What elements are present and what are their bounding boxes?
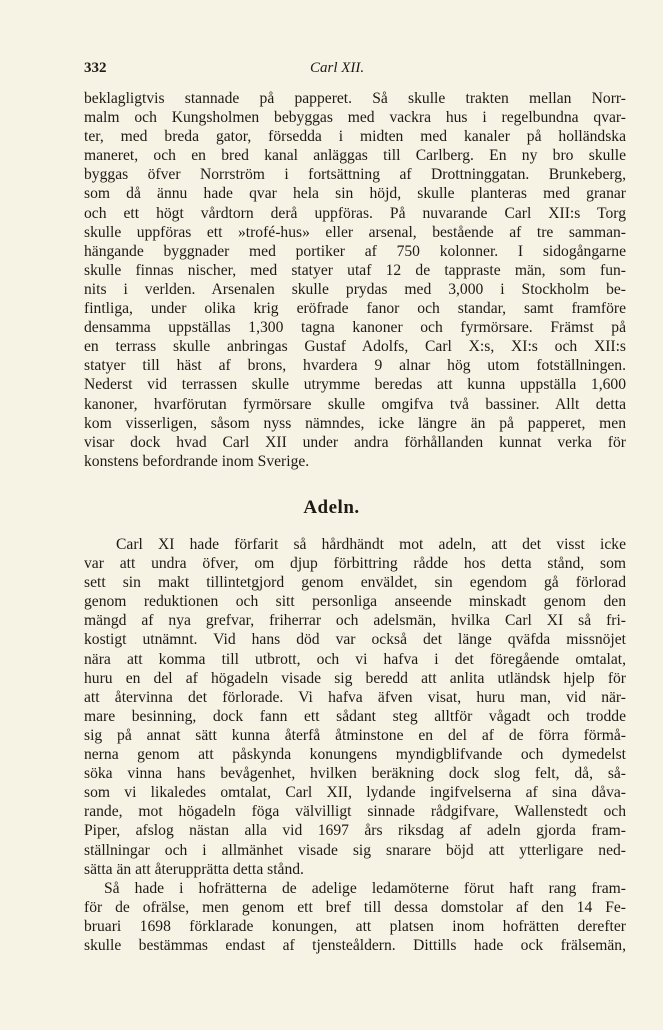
text-line: Carl XI hade förfarit så hårdhändt mot adeln, att det visst icke [116, 536, 626, 553]
text-line: söka vinna hans bevågenhet, hvilken beräkning dock slog felt, då, så- [84, 765, 626, 783]
text-line: och ett högt vårdtorn derå uppföras. På nuvarande Carl XII:s Torg [84, 204, 626, 222]
text-line: nits i verlden. Arsenalen skulle prydas med 3,000 i Stockholm be- [84, 280, 626, 298]
section-heading: Adeln. [303, 497, 360, 518]
text-line: nerna genom att påskynda konungens myndigblifvande och dymedelst [84, 746, 626, 764]
text-line: fintliga, under olika krig eröfrade fanor och standar, samt framföre [84, 300, 626, 318]
text-line: mare besinning, dock fann ett sådant steg alltför vågadt och trodde [84, 707, 626, 725]
paragraph-nobility [84, 535, 626, 955]
text-line: Så hade i hofrätterna de adelige ledamöterne förut haft rang fram- [104, 879, 626, 897]
text-line: ställningar och i allmänhet visade sig snarare böjd att ytterligare ned- [84, 841, 626, 859]
text-line: Piper, afslog nästan alla vid 1697 års riksdag af adeln gjorda fram- [84, 822, 626, 840]
text-line: Nederst vid terrassen skulle utrymme beredas att kunna uppställa 1,600 [84, 376, 626, 394]
text-line: byggas öfver Norrström i fortsättning af Drottninggatan. Brunkeberg, [84, 166, 626, 184]
text-line: ter, med breda gator, försedda i midten med kanaler på holländska [84, 128, 626, 146]
text-line: konstens befordrande inom Sverige. [84, 452, 310, 470]
text-line: visar dock hvad Carl XII under andra förhållanden kunnat verka för [84, 433, 626, 451]
text-line: var att undra öfver, om djup förbittring rådde hos detta stånd, som [84, 555, 626, 573]
text-line: malm och Kungsholmen bebyggas med vackra hus i regelbundna qvar- [84, 109, 626, 127]
text-line: att återvinna det förlorade. Vi hafva äfven visat, huru man, vid när- [84, 688, 626, 706]
text-line: huru en del af högadeln visade sig beredd att anlita utländsk hjelp för [84, 669, 626, 687]
text-line: bruari 1698 förklarade konungen, att platsen inom hofrätten derefter [84, 917, 626, 935]
text-line: sätta än att återupprätta detta stånd. [84, 860, 304, 878]
text-line: sett sin makt tillintetgjord genom enväldet, sin egendom gå förlorad [84, 574, 626, 592]
text-line: skulle bestämmas endast af tjensteåldern. Dittills hade ock frälsemän, [84, 936, 626, 954]
text-line: statyer till häst af brons, hvardera 9 alnar hög utom fotställningen. [84, 357, 626, 375]
text-line: som vi likaledes omtalat, Carl XII, lydande ingifvelserna af sina dåva- [84, 784, 626, 802]
text-line: kanoner, hvarförutan fyrmörsare skulle omgifva två bassiner. Allt detta [84, 395, 626, 413]
page-number: 332 [84, 60, 107, 76]
text-line: skulle finnas nischer, med statyer utaf 12 de tappraste män, som fun- [84, 261, 626, 279]
text-line: kostigt utnämnt. Vid hans död var också det länge qväfda missnöjet [84, 631, 626, 649]
paragraph-architecture-plans [84, 89, 626, 471]
text-line: genom reduktionen och sitt personliga anseende minskadt genom den [84, 593, 626, 611]
text-line: skulle uppföras ett »trofé-hus» eller arsenal, bestående af tre samman- [84, 223, 626, 241]
text-line: mängd af nya grefvar, friherrar och adelsmän, hvilka Carl XI så fri- [84, 612, 626, 630]
text-line: nära att komma till utbrott, och vi hafva i det föregående omtalat, [84, 650, 626, 668]
text-line: kom visserligen, såsom nyss nämndes, icke längre än på papperet, men [84, 414, 626, 432]
page-header [84, 60, 584, 82]
text-line: sig på annat sätt kunna återfå åtminstone en del af de förra förmå- [84, 726, 626, 744]
text-line: som då ännu hade qvar hela sin höjd, skulle planteras med granar [84, 185, 626, 203]
text-line: densamma uppställas 1,300 tagna kanoner och fyrmörsare. Främst på [84, 319, 626, 337]
text-line: rande, mot högadeln föga välvilligt sinnade rådgifvare, Wallenstedt och [84, 803, 626, 821]
text-line: för de ofrälse, men genom ett bref till dessa domstolar af den 14 Fe- [84, 898, 626, 916]
text-line: beklagligtvis stannade på papperet. Så skulle trakten mellan Norr- [84, 90, 626, 107]
text-line: maneret, och en bred kanal anläggas till Carlberg. En ny bro skulle [84, 147, 626, 165]
text-line: hängande byggnader med portiker af 750 kolonner. I sidogångarne [84, 242, 626, 260]
running-title: Carl XII. [310, 60, 365, 76]
text-line: en terrass skulle anbringas Gustaf Adolfs, Carl X:s, XI:s och XII:s [84, 338, 626, 356]
